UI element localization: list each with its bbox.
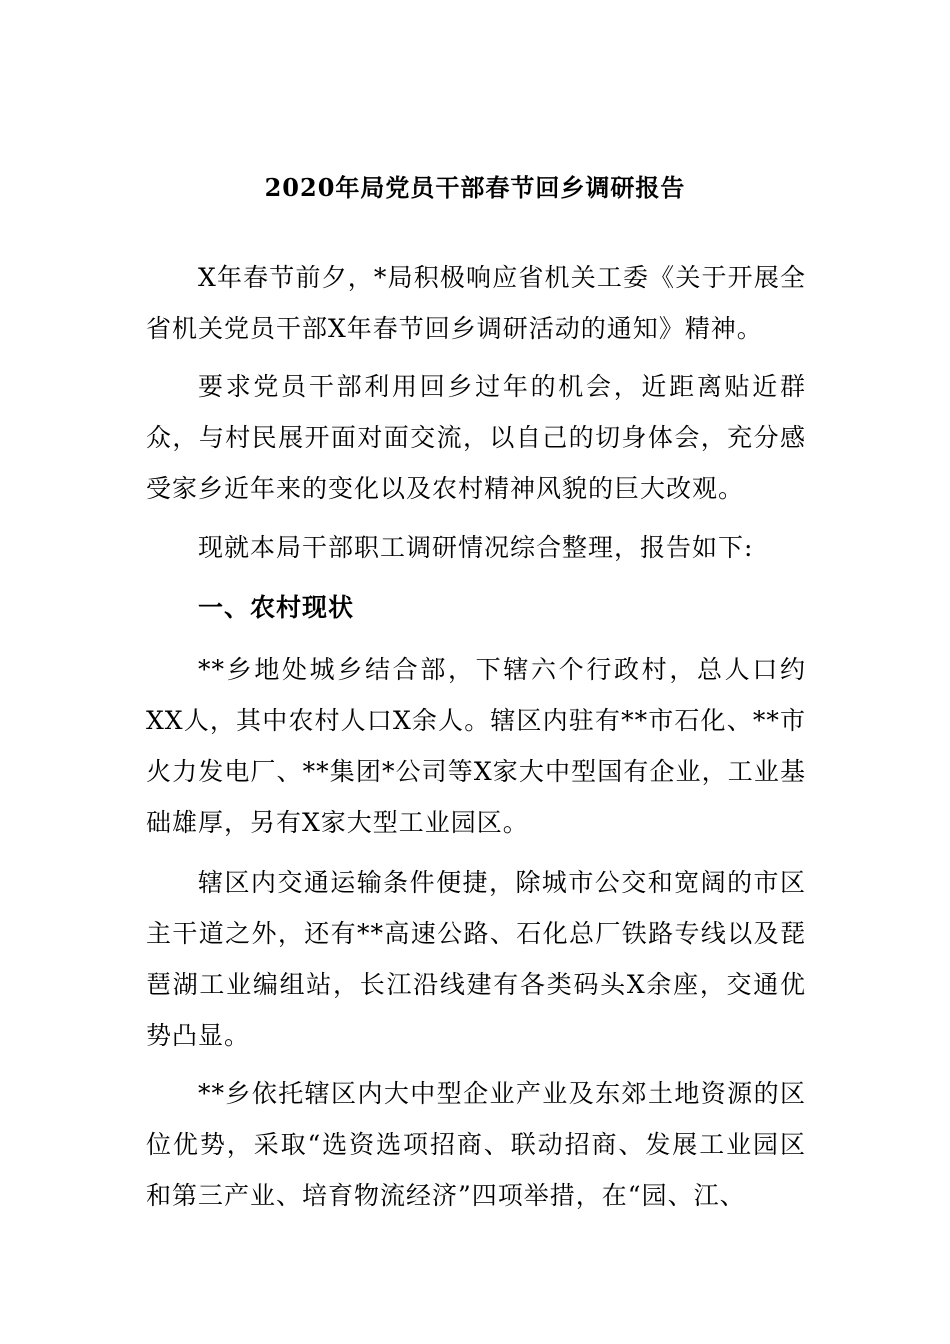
- paragraph-transport: 辖区内交通运输条件便捷，除城市公交和宽阔的市区主干道之外，还有**高速公路、石化总厂铁路专线以及琵琶湖工业编组站，长江沿线建有各类码头X余座，交通优势凸显。: [146, 868, 806, 1050]
- paragraph-township-overview: **乡地处城乡结合部，下辖六个行政村，总人口约XX人，其中农村人口X余人。辖区内驻有**市石化、**市火力发电厂、**集团*公司等X家大中型国有企业，工业基础雄厚，另有X家大型工业园区。: [146, 655, 806, 837]
- paragraph-requirement: 要求党员干部利用回乡过年的机会，近距离贴近群众，与村民展开面对面交流，以自己的切身体会，充分感受家乡近年来的变化以及农村精神风貌的巨大改观。: [146, 372, 806, 503]
- paragraph-development: **乡依托辖区内大中型企业产业及东郊土地资源的区位优势，采取“选资选项招商、联动招商、发展工业园区和第三产业、培育物流经济”四项举措，在“园、江、: [146, 1079, 806, 1210]
- document-title: 2020年局党员干部春节回乡调研报告: [264, 173, 686, 202]
- section-heading-rural-status: 一、农村现状: [198, 593, 355, 622]
- paragraph-report-lead: 现就本局干部职工调研情况综合整理，报告如下:: [198, 533, 754, 562]
- paragraph-intro: X年春节前夕，*局积极响应省机关工委《关于开展全省机关党员干部X年春节回乡调研活动的通知》精神。: [146, 263, 806, 343]
